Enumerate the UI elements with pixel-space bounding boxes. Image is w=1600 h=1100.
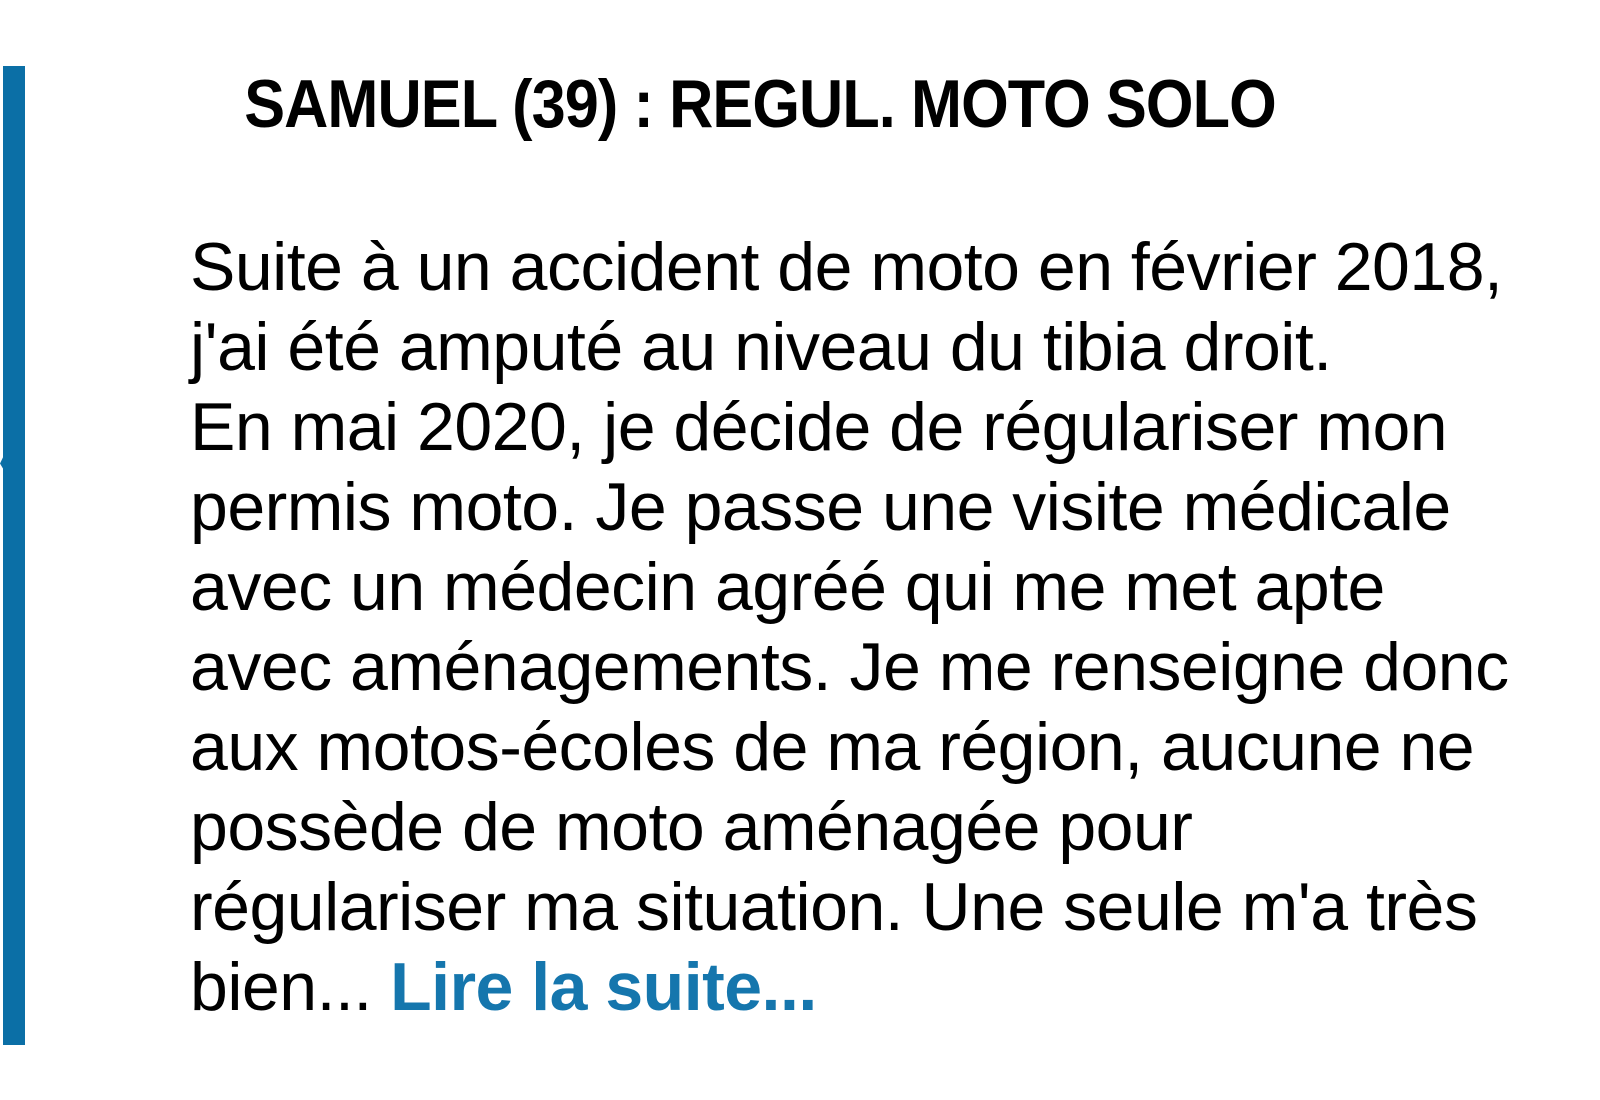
body-line: permis moto. Je passe une visite médicale bbox=[190, 469, 1451, 545]
body-line: Suite à un accident de moto en février 2018, bbox=[190, 229, 1503, 305]
read-more-link[interactable]: Lire la suite... bbox=[390, 949, 817, 1025]
body-line: avec aménagements. Je me renseigne donc bbox=[190, 629, 1509, 705]
body-last-line bbox=[190, 947, 1590, 1027]
testimonial-body bbox=[190, 227, 1590, 1027]
body-line: régulariser ma situation. Une seule m'a très bbox=[190, 869, 1478, 945]
last-line-prefix: bien... bbox=[190, 949, 391, 1025]
body-line: avec un médecin agréé qui me met apte bbox=[190, 549, 1385, 625]
body-line: En mai 2020, je décide de régulariser mon bbox=[190, 389, 1448, 465]
body-line: aux motos-écoles de ma région, aucune ne bbox=[190, 709, 1475, 785]
body-line: j'ai été amputé au niveau du tibia droit. bbox=[190, 309, 1332, 385]
body-line: possède de moto aménagée pour bbox=[190, 789, 1193, 865]
accent-bar bbox=[3, 66, 25, 1045]
page-title: SAMUEL (39) : REGUL. MOTO SOLO bbox=[244, 66, 1276, 142]
